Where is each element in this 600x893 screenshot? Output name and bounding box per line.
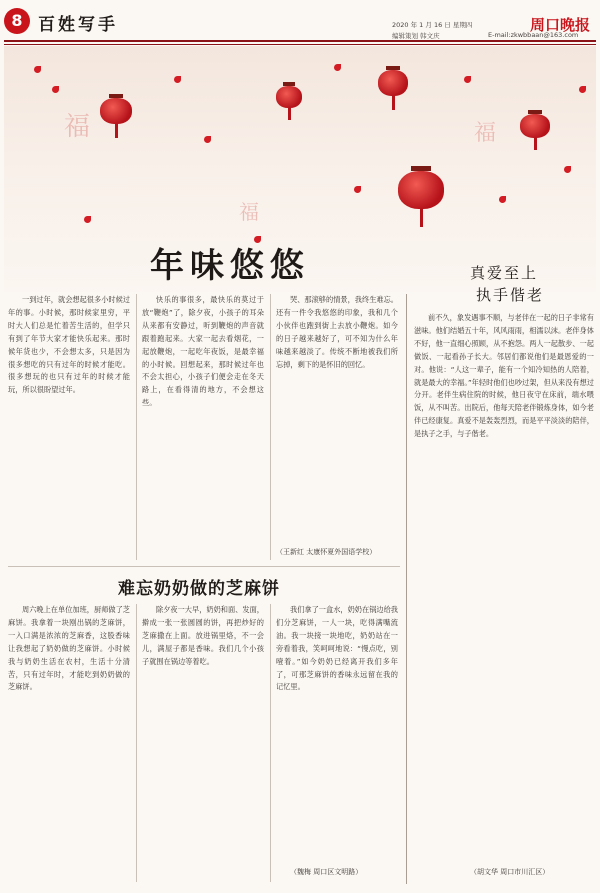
sidebar-divider — [406, 294, 407, 884]
sidebar-title-line-1: 真爱至上 — [470, 264, 539, 282]
lantern-tassel — [534, 138, 537, 150]
sidebar-body — [414, 312, 594, 858]
fortune-character: 福 — [239, 200, 259, 224]
column-divider — [270, 294, 271, 560]
editors-line: 编辑策划 韩文庆 — [392, 32, 440, 40]
lantern-icon — [398, 171, 444, 209]
page-number-badge: 8 — [4, 8, 30, 34]
article2-byline: （魏梅 周口区文明路） — [290, 868, 363, 876]
plum-blossom-icon — [34, 66, 41, 73]
article1-column-3 — [276, 294, 398, 542]
feature-title: 年味悠悠 — [150, 246, 310, 286]
sidebar-byline: （胡文华 周口市川汇区） — [470, 868, 550, 876]
lantern-tassel — [420, 209, 423, 227]
article2-paragraph: 周六晚上在单位加班，厨师做了芝麻饼。我拿着一块刚出锅的芝麻饼，一入口满是浓浓的芝麻香，这股香味让我想起了奶奶做的芝麻饼。小时候我与奶奶生活在农村，生活十分清苦，只有过年时，才能吃到奶奶做的芝麻饼。 — [8, 605, 130, 692]
article1-column-2 — [142, 294, 264, 562]
article-separator — [8, 566, 400, 567]
article2-paragraph: 我们拿了一盒水，奶奶在锅边给我们分芝麻饼，一人一块，吃得满嘴流油。我一块接一块地吃，奶奶站在一旁看着我，笑呵呵地说：“慢点吃，别噎着。”如今奶奶已经离开我们多年了，可那芝麻饼的香味永远留在我的记忆里。 — [276, 605, 398, 692]
article2-column-3 — [276, 604, 398, 860]
lantern-tassel — [288, 108, 291, 120]
lantern-icon — [276, 86, 302, 108]
article2-title: 难忘奶奶做的芝麻饼 — [118, 579, 280, 599]
sidebar-title-line-2: 执手偕老 — [476, 286, 545, 304]
fortune-character: 福 — [474, 121, 497, 146]
plum-blossom-icon — [174, 76, 181, 83]
article1-paragraph: 一到过年，就会想起很多小时候过年的事。小时候，那时候家里穷，平时大人们总是忙着苦生活的，但学只有到了年节大家才能快乐起来。那时候年货也少，不会想太多，只是因为很多想吃的只有过年的时候才能吃。很多想玩的也只有过年的时候才能玩，所以很盼望过年。 — [8, 295, 130, 395]
sidebar-paragraph: 前不久，象发遇事不顺，与老伴在一起的日子非常有滋味。他们结婚五十年，风风雨雨，相濡以沫。老伴身体不好，他一直细心照顾，从不抱怨。两人一起散步、一起做饭、一起看孙子长大。邻居们都说他们是最恩爱的一对。他说：“人这一辈子，能有一个知冷知热的人陪着，就是最大的幸福。”年轻时他们也吵过架，但从来没有想过分开。老伴生病住院的时候，他日夜守在床前，端水喂饭，从不叫苦。出院后，他每天陪老伴锻炼身体，如今老伴已经康复。真爱不是轰轰烈烈，而是平平淡淡的陪伴，是执子之手，与子偕老。 — [414, 313, 594, 439]
article1-column-1 — [8, 294, 130, 562]
issue-date: 2020 年 1 月 16 日 星期四 — [392, 21, 473, 29]
article2-column-1 — [8, 604, 130, 884]
plum-blossom-icon — [52, 86, 59, 93]
header-divider — [4, 40, 596, 42]
lantern-icon — [378, 70, 408, 96]
plum-blossom-icon — [354, 186, 361, 193]
lantern-tassel — [392, 96, 395, 110]
article1-paragraph: 哭、那滚够的情景，我终生难忘。还有一件令我悠悠的印象，我和几个小伙伴也跑到街上去放小鞭炮。如今的日子越来越好了，可不知为什么年味越来越淡了。传统不断地被我们所忘掉，剩下的是怀旧的回忆。 — [276, 295, 398, 369]
plum-blossom-icon — [84, 216, 91, 223]
article1-byline: （王新红 太康怀夏外国语学校） — [276, 548, 377, 556]
plum-blossom-icon — [499, 196, 506, 203]
article2-column-2 — [142, 604, 264, 884]
plum-blossom-icon — [579, 86, 586, 93]
plum-blossom-icon — [564, 166, 571, 173]
section-title: 百姓写手 — [38, 15, 118, 35]
column-divider — [136, 294, 137, 560]
article2-paragraph: 除夕夜一大早，奶奶和面、发面，擀成一张一张圆圆的饼，再把炒好的芝麻撒在上面。放进锅里烙，不一会儿，满屋子都是香味。我们几个小孩子就围在锅边等着吃。 — [142, 605, 264, 666]
lantern-tassel — [115, 124, 118, 138]
newspaper-logo: 周口晚报 — [530, 16, 591, 34]
column-divider — [270, 604, 271, 882]
lantern-icon — [100, 98, 132, 124]
plum-blossom-icon — [464, 76, 471, 83]
header-divider-thin — [4, 44, 596, 45]
lantern-icon — [520, 114, 550, 138]
plum-blossom-icon — [204, 136, 211, 143]
plum-blossom-icon — [334, 64, 341, 71]
article1-paragraph: 快乐的事很多，最快乐的莫过于放“鞭炮”了，除夕夜，小孩子的耳朵从来都有安静过，听到鞭炮的声音就跟着跑起来。大家一起去看烟花，一起放鞭炮，一起吃年夜饭，是最幸福的小时候。回想起来，那时候过年也不会太担心，小孩子们便会走在冬天路上，在看得清的地方，不会想这些。 — [142, 295, 264, 408]
column-divider — [136, 604, 137, 882]
fortune-character: 福 — [64, 112, 91, 142]
contact-email: E-mail:zkwbbaan@163.com — [488, 31, 579, 39]
